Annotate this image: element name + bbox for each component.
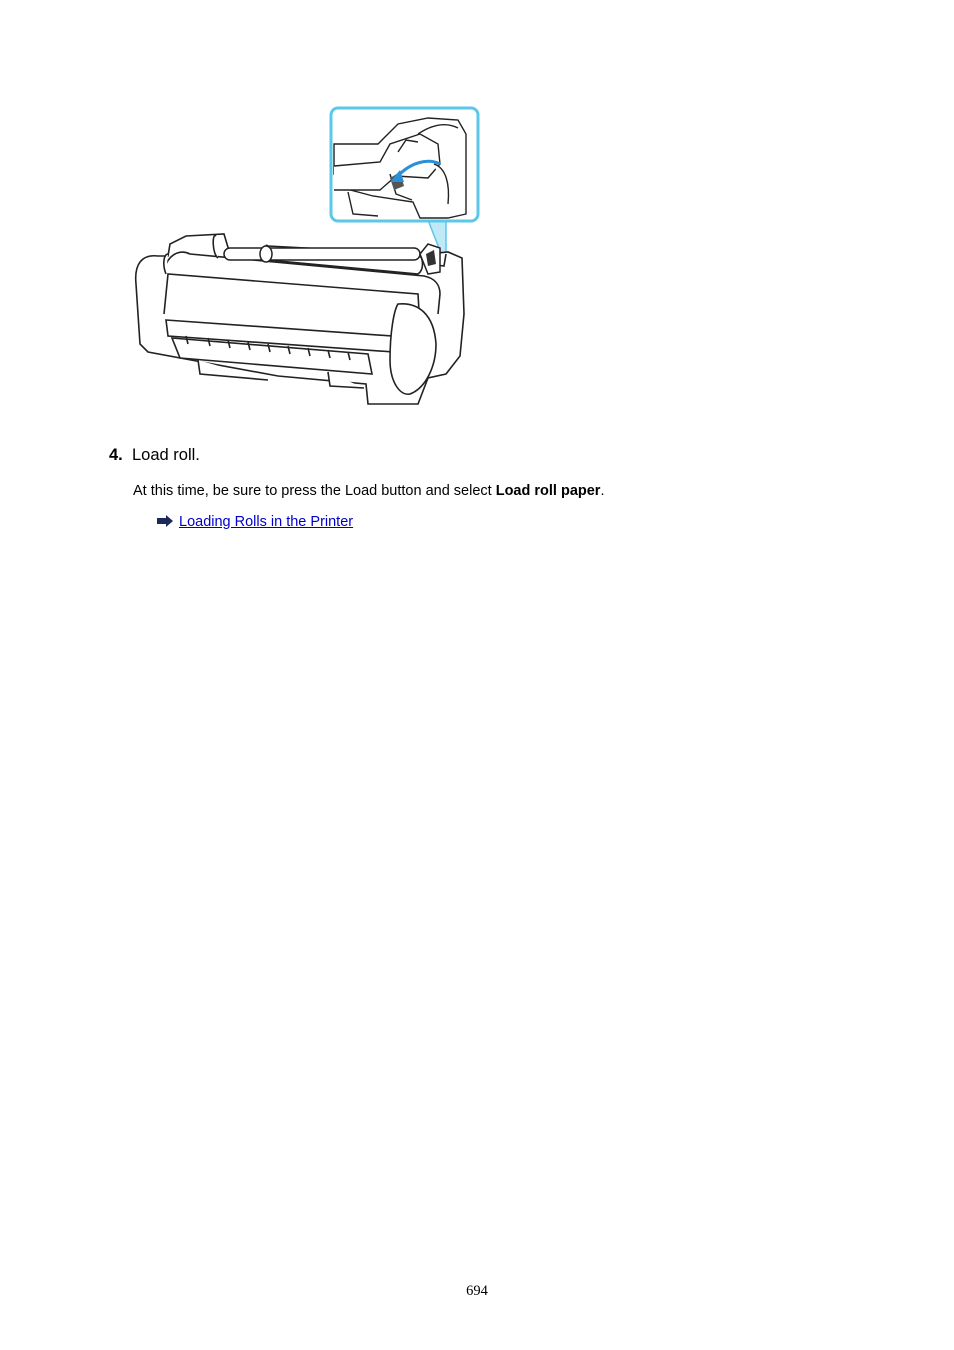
step-heading	[109, 445, 200, 465]
instruction-end: .	[600, 483, 605, 499]
arrow-right-icon	[157, 515, 173, 527]
page-number: 694	[466, 1283, 488, 1299]
step-instruction	[133, 482, 605, 500]
loading-rolls-link[interactable]: Loading Rolls in the Printer	[179, 514, 354, 530]
instruction-emphasis: Load roll paper	[495, 483, 601, 499]
instruction-text: At this time, be sure to press the Load button and select	[133, 483, 496, 499]
step-number: 4.	[109, 446, 123, 464]
printer-roll-holder-illustration	[128, 104, 484, 410]
step-title: Load roll.	[132, 446, 200, 464]
related-link-row	[157, 513, 353, 531]
